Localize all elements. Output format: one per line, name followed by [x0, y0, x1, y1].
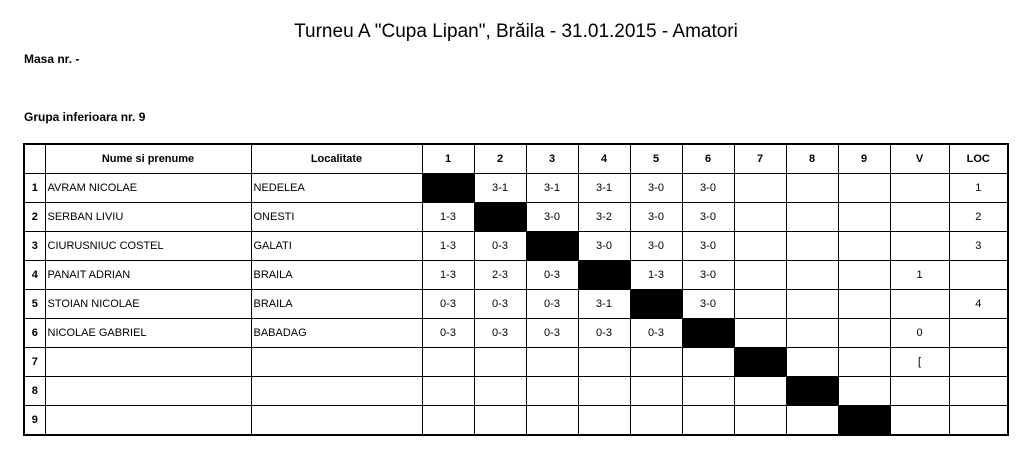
- result-cell: 0-3: [422, 319, 474, 348]
- place-cell: 3: [949, 232, 1008, 261]
- row-index: 7: [24, 348, 45, 377]
- result-cell: [838, 319, 890, 348]
- result-cell: 3-0: [630, 174, 682, 203]
- result-cell: [734, 290, 786, 319]
- row-index: 3: [24, 232, 45, 261]
- result-cell: [734, 319, 786, 348]
- table-number-label: Masa nr. -: [24, 52, 80, 66]
- self-match-cell: [786, 377, 838, 406]
- result-cell: [422, 406, 474, 436]
- victories-cell: [890, 203, 949, 232]
- result-cell: [422, 377, 474, 406]
- header-victories: V: [890, 144, 949, 174]
- result-cell: [734, 377, 786, 406]
- result-cell: [786, 203, 838, 232]
- result-cell: [786, 232, 838, 261]
- player-name: AVRAM NICOLAE: [45, 174, 251, 203]
- row-index: 8: [24, 377, 45, 406]
- result-cell: 0-3: [474, 290, 526, 319]
- header-col-2: 2: [474, 144, 526, 174]
- self-match-cell: [734, 348, 786, 377]
- result-cell: 3-0: [526, 203, 578, 232]
- header-col-8: 8: [786, 144, 838, 174]
- result-cell: [682, 348, 734, 377]
- place-cell: [949, 261, 1008, 290]
- table-row: [24, 261, 1008, 290]
- result-cell: [734, 174, 786, 203]
- result-cell: [734, 203, 786, 232]
- result-cell: 0-3: [474, 232, 526, 261]
- result-cell: [838, 377, 890, 406]
- result-cell: [422, 348, 474, 377]
- player-locality: BABADAG: [251, 319, 422, 348]
- result-cell: [786, 319, 838, 348]
- result-cell: 0-3: [422, 290, 474, 319]
- table-row: [24, 377, 1008, 406]
- result-cell: [734, 261, 786, 290]
- results-table: [23, 143, 1009, 436]
- result-cell: 1-3: [422, 203, 474, 232]
- result-cell: 3-0: [682, 261, 734, 290]
- result-cell: [682, 377, 734, 406]
- result-cell: 0-3: [526, 290, 578, 319]
- player-name: PANAIT ADRIAN: [45, 261, 251, 290]
- player-locality: [251, 377, 422, 406]
- result-cell: 3-1: [578, 174, 630, 203]
- result-cell: 2-3: [474, 261, 526, 290]
- result-cell: [734, 406, 786, 436]
- result-cell: [630, 348, 682, 377]
- result-cell: [786, 406, 838, 436]
- place-cell: [949, 406, 1008, 436]
- self-match-cell: [422, 174, 474, 203]
- self-match-cell: [682, 319, 734, 348]
- player-locality: GALATI: [251, 232, 422, 261]
- result-cell: [838, 290, 890, 319]
- result-cell: 3-0: [630, 203, 682, 232]
- result-cell: 0-3: [526, 319, 578, 348]
- result-cell: 0-3: [474, 319, 526, 348]
- result-cell: 1-3: [630, 261, 682, 290]
- player-locality: [251, 348, 422, 377]
- result-cell: [474, 348, 526, 377]
- result-cell: 3-0: [578, 232, 630, 261]
- header-col-6: 6: [682, 144, 734, 174]
- result-cell: 1-3: [422, 261, 474, 290]
- result-cell: 3-0: [682, 174, 734, 203]
- table-row: [24, 290, 1008, 319]
- result-cell: 1-3: [422, 232, 474, 261]
- result-cell: [838, 261, 890, 290]
- result-cell: [578, 377, 630, 406]
- result-cell: 3-1: [474, 174, 526, 203]
- result-cell: [838, 348, 890, 377]
- victories-cell: 0: [890, 319, 949, 348]
- header-place: LOC: [949, 144, 1008, 174]
- result-cell: 0-3: [578, 319, 630, 348]
- row-index: 2: [24, 203, 45, 232]
- result-cell: [786, 348, 838, 377]
- result-cell: 3-0: [682, 232, 734, 261]
- result-cell: 3-0: [682, 203, 734, 232]
- result-cell: [630, 406, 682, 436]
- result-cell: [838, 203, 890, 232]
- table-row: [24, 348, 1008, 377]
- place-cell: [949, 319, 1008, 348]
- player-name: CIURUSNIUC COSTEL: [45, 232, 251, 261]
- header-col-4: 4: [578, 144, 630, 174]
- result-cell: 3-0: [630, 232, 682, 261]
- place-cell: 4: [949, 290, 1008, 319]
- player-name: [45, 406, 251, 436]
- row-index: 9: [24, 406, 45, 436]
- result-cell: [578, 348, 630, 377]
- table-row: [24, 319, 1008, 348]
- header-locality: Localitate: [251, 144, 422, 174]
- header-col-7: 7: [734, 144, 786, 174]
- result-cell: [734, 232, 786, 261]
- result-cell: [682, 406, 734, 436]
- header-row: [24, 144, 1008, 174]
- victories-cell: [890, 377, 949, 406]
- self-match-cell: [838, 406, 890, 436]
- header-name: Nume si prenume: [45, 144, 251, 174]
- table-row: [24, 232, 1008, 261]
- self-match-cell: [578, 261, 630, 290]
- victories-cell: [890, 232, 949, 261]
- row-index: 4: [24, 261, 45, 290]
- player-name: SERBAN LIVIU: [45, 203, 251, 232]
- place-cell: 1: [949, 174, 1008, 203]
- place-cell: [949, 348, 1008, 377]
- result-cell: [526, 377, 578, 406]
- self-match-cell: [474, 203, 526, 232]
- result-cell: [526, 348, 578, 377]
- result-cell: [474, 377, 526, 406]
- header-col-5: 5: [630, 144, 682, 174]
- player-name: NICOLAE GABRIEL: [45, 319, 251, 348]
- result-cell: [786, 174, 838, 203]
- result-cell: 3-1: [578, 290, 630, 319]
- player-locality: BRAILA: [251, 290, 422, 319]
- victories-cell: [890, 174, 949, 203]
- row-index: 6: [24, 319, 45, 348]
- result-cell: [786, 290, 838, 319]
- group-title: Grupa inferioara nr. 9: [24, 110, 146, 124]
- header-col-9: 9: [838, 144, 890, 174]
- self-match-cell: [630, 290, 682, 319]
- table-row: [24, 203, 1008, 232]
- table-row: [24, 406, 1008, 436]
- result-cell: [474, 406, 526, 436]
- result-cell: [578, 406, 630, 436]
- row-index: 1: [24, 174, 45, 203]
- result-cell: [838, 232, 890, 261]
- row-index: 5: [24, 290, 45, 319]
- result-cell: [786, 261, 838, 290]
- result-cell: 0-3: [526, 261, 578, 290]
- player-locality: NEDELEA: [251, 174, 422, 203]
- player-locality: [251, 406, 422, 436]
- result-cell: 0-3: [630, 319, 682, 348]
- victories-cell: [890, 290, 949, 319]
- header-col-3: 3: [526, 144, 578, 174]
- page-title: Turneu A "Cupa Lipan", Brăila - 31.01.2015 - Amatori: [294, 21, 738, 42]
- result-cell: [838, 174, 890, 203]
- result-cell: 3-2: [578, 203, 630, 232]
- player-name: [45, 377, 251, 406]
- player-locality: ONESTI: [251, 203, 422, 232]
- result-cell: [526, 406, 578, 436]
- victories-cell: [890, 406, 949, 436]
- place-cell: [949, 377, 1008, 406]
- victories-cell: [: [890, 348, 949, 377]
- result-cell: [630, 377, 682, 406]
- header-col-1: 1: [422, 144, 474, 174]
- player-locality: BRAILA: [251, 261, 422, 290]
- result-cell: 3-0: [682, 290, 734, 319]
- player-name: [45, 348, 251, 377]
- result-cell: 3-1: [526, 174, 578, 203]
- self-match-cell: [526, 232, 578, 261]
- player-name: STOIAN NICOLAE: [45, 290, 251, 319]
- place-cell: 2: [949, 203, 1008, 232]
- victories-cell: 1: [890, 261, 949, 290]
- header-index: [24, 144, 45, 174]
- table-row: [24, 174, 1008, 203]
